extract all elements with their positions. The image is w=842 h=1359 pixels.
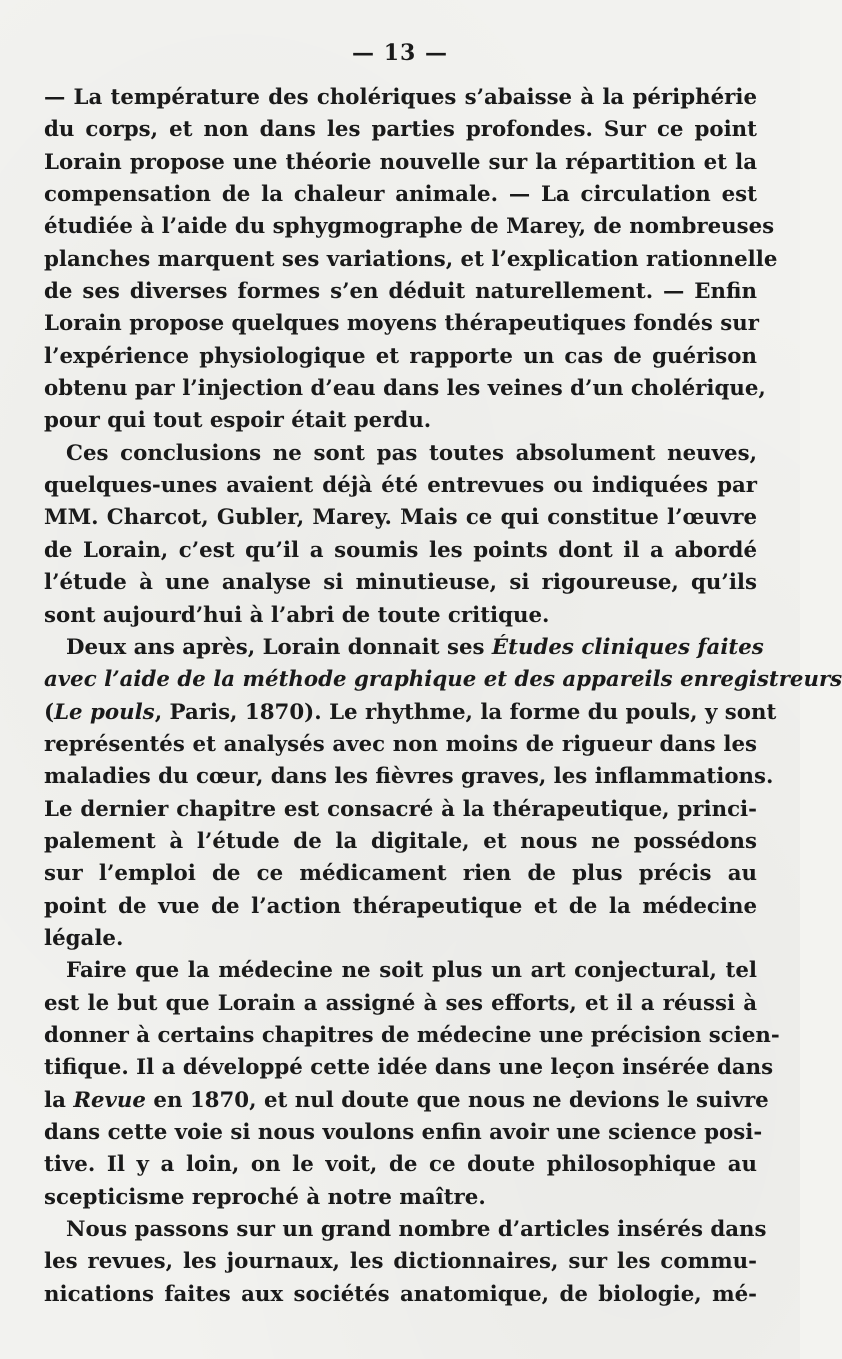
text-run: les revues, les journaux, les dictionnaires, sur les commu- bbox=[44, 1249, 757, 1275]
text-line bbox=[44, 114, 757, 146]
text-run: Lorain propose quelques moyens thérapeutiques fondés sur bbox=[44, 311, 759, 337]
text-run: tifique. Il a développé cette idée dans une leçon insérée dans bbox=[44, 1055, 774, 1081]
text-line bbox=[44, 858, 757, 890]
text-run: donner à certains chapitres de médecine une précision scien- bbox=[44, 1022, 780, 1048]
text-line bbox=[44, 276, 757, 308]
text-run: planches marquent ses variations, et l’explication rationnelle bbox=[44, 246, 778, 272]
text-line bbox=[44, 632, 764, 664]
text-run: scepticisme reproché à notre maître. bbox=[44, 1184, 486, 1210]
text-run: ( bbox=[44, 699, 55, 725]
text-line bbox=[44, 147, 757, 179]
text-run: sur l’emploi de ce médicament rien de plus précis au bbox=[44, 861, 757, 887]
text-line bbox=[44, 1020, 780, 1052]
text-line bbox=[44, 923, 757, 955]
body-text bbox=[44, 82, 842, 1311]
text-line bbox=[44, 1085, 769, 1117]
text-run: la bbox=[44, 1087, 74, 1113]
text-line bbox=[44, 664, 842, 696]
text-line bbox=[44, 82, 757, 114]
text-line bbox=[44, 1149, 757, 1181]
text-run: nications faites aux sociétés anatomique, de biologie, mé- bbox=[44, 1281, 757, 1307]
text-run: — La température des cholériques s’abaisse à la périphérie bbox=[44, 85, 757, 110]
text-line bbox=[44, 179, 757, 211]
text-run: de ses diverses formes s’en déduit naturellement. — Enfin bbox=[44, 279, 757, 305]
text-line bbox=[44, 1182, 757, 1214]
text-line bbox=[44, 244, 778, 276]
text-line bbox=[44, 341, 757, 373]
text-run: compensation de la chaleur animale. — La circulation est bbox=[44, 182, 757, 208]
text-line bbox=[44, 567, 757, 599]
text-run: point de vue de l’action thérapeutique et de la médecine bbox=[44, 893, 757, 919]
text-run: représentés et analysés avec non moins de rigueur dans les bbox=[44, 731, 757, 757]
text-run: est le but que Lorain a assigné à ses efforts, et il a réussi à bbox=[44, 990, 757, 1016]
italic-text: avec l’aide de la méthode graphique et des appareils enregistreurs bbox=[44, 667, 842, 693]
text-run: l’étude à une analyse si minutieuse, si rigoureuse, qu’ils bbox=[44, 570, 757, 596]
text-run: du corps, et non dans les parties profondes. Sur ce point bbox=[44, 117, 757, 143]
text-run: maladies du cœur, dans les fièvres graves, les inflammations. bbox=[44, 764, 774, 790]
text-line bbox=[44, 826, 757, 858]
text-line bbox=[44, 373, 766, 405]
text-run: l’expérience physiologique et rapporte un cas de guérison bbox=[44, 343, 757, 369]
text-line bbox=[44, 600, 757, 632]
text-run: légale. bbox=[44, 925, 124, 951]
text-line bbox=[44, 697, 777, 729]
text-line bbox=[44, 1246, 757, 1278]
text-run: palement à l’étude de la digitale, et nous ne possédons bbox=[44, 828, 757, 854]
text-line bbox=[44, 955, 757, 987]
text-line bbox=[44, 308, 757, 340]
text-line bbox=[44, 535, 757, 567]
italic-text: Le pouls bbox=[54, 699, 155, 725]
text-line bbox=[44, 211, 775, 243]
text-run: Ces conclusions ne sont pas toutes absolument neuves, bbox=[66, 440, 757, 466]
text-run: pour qui tout espoir était perdu. bbox=[44, 408, 432, 434]
text-line bbox=[44, 470, 757, 502]
text-run: Faire que la médecine ne soit plus un art conjectural, tel bbox=[66, 958, 757, 984]
text-line bbox=[44, 1279, 757, 1311]
text-run: de Lorain, c’est qu’il a soumis les points dont il a abordé bbox=[44, 537, 757, 563]
text-run: tive. Il y a loin, on le voit, de ce doute philosophique au bbox=[44, 1152, 757, 1178]
text-line bbox=[44, 761, 774, 793]
italic-text: Revue bbox=[73, 1087, 146, 1113]
text-line bbox=[44, 1214, 767, 1246]
text-line bbox=[44, 729, 757, 761]
text-line bbox=[44, 891, 757, 923]
text-run: Lorain propose une théorie nouvelle sur la répartition et la bbox=[44, 149, 757, 175]
text-run: sont aujourd’hui à l’abri de toute critique. bbox=[44, 602, 550, 628]
text-line bbox=[44, 405, 757, 437]
text-run: Le dernier chapitre est consacré à la thérapeutique, princi- bbox=[44, 796, 757, 822]
text-run: étudiée à l’aide du sphygmographe de Marey, de nombreuses bbox=[44, 214, 775, 240]
text-line bbox=[44, 988, 757, 1020]
text-line bbox=[44, 502, 757, 534]
italic-text: Études cliniques faites bbox=[491, 634, 764, 660]
text-run: MM. Charcot, Gubler, Marey. Mais ce qui constitue l’œuvre bbox=[44, 505, 757, 531]
text-run: quelques-unes avaient déjà été entrevues ou indiquées par bbox=[44, 473, 757, 499]
text-run: obtenu par l’injection d’eau dans les veines d’un cholérique, bbox=[44, 376, 766, 402]
text-line bbox=[44, 1052, 774, 1084]
text-run: , Paris, 1870). Le rhythme, la forme du pouls, y sont bbox=[154, 699, 777, 725]
text-line bbox=[44, 1117, 763, 1149]
text-run: Nous passons sur un grand nombre d’articles insérés dans bbox=[66, 1217, 767, 1243]
page-number: — 13 — bbox=[352, 40, 448, 66]
text-run: Deux ans après, Lorain donnait ses bbox=[66, 634, 492, 660]
text-line bbox=[44, 794, 757, 826]
text-run: en 1870, et nul doute que nous ne devions le suivre bbox=[145, 1087, 769, 1113]
text-run: dans cette voie si nous voulons enfin avoir une science posi- bbox=[44, 1120, 763, 1145]
text-line bbox=[44, 438, 757, 470]
